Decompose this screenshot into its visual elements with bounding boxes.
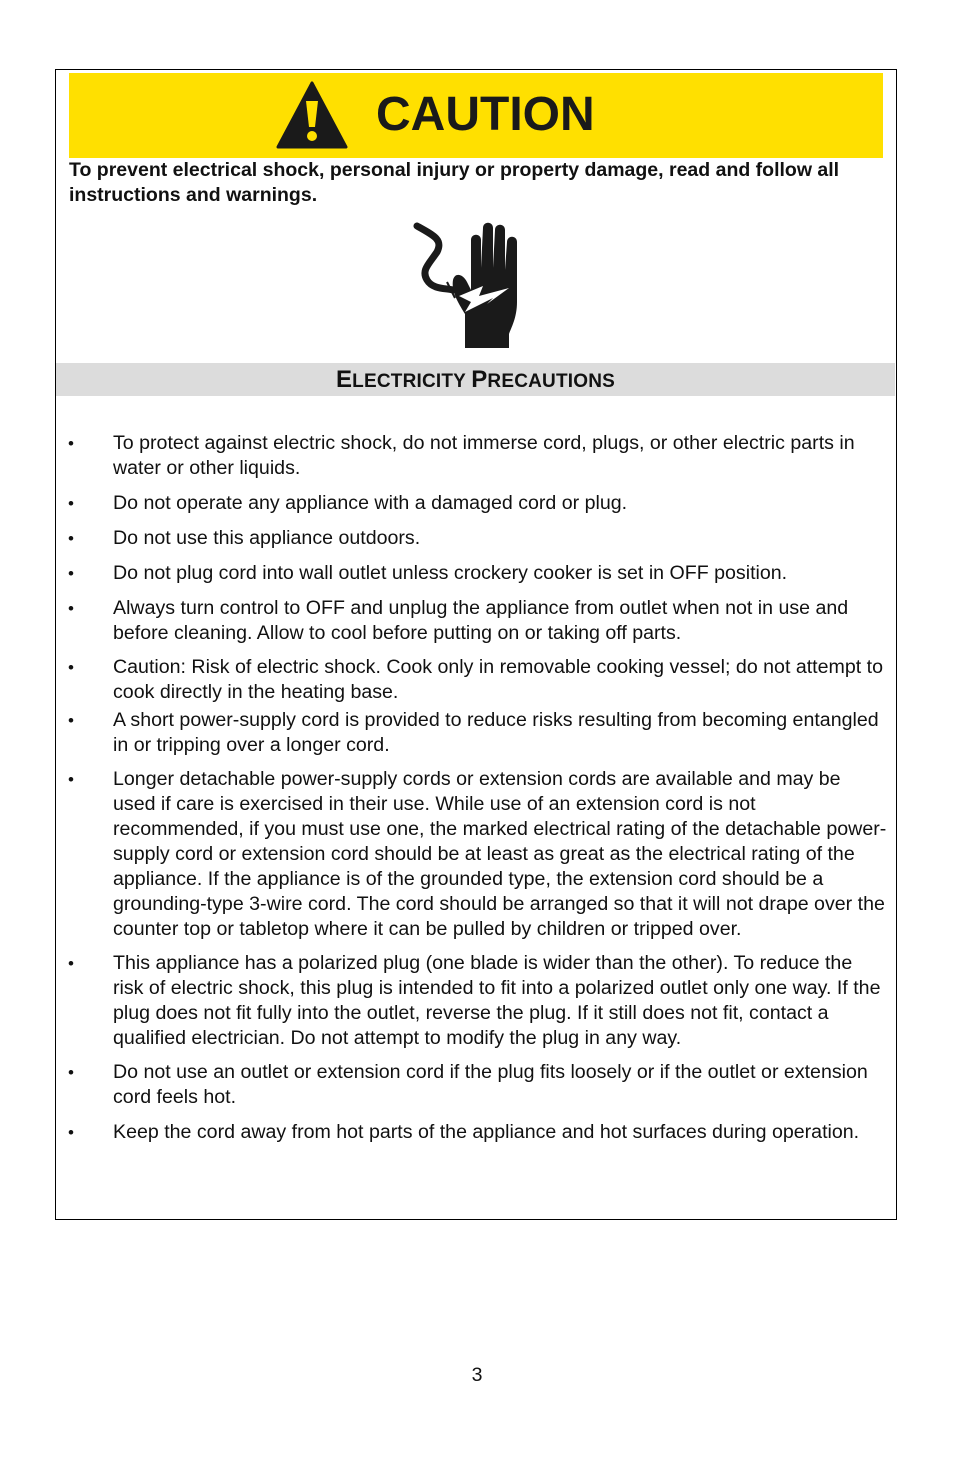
- list-item-text: To protect against electric shock, do not immerse cord, plugs, or other electric parts in water or other liquids.: [113, 432, 855, 479]
- list-item: [56, 767, 895, 942]
- list-item-text: A short power-supply cord is provided to reduce risks resulting from becoming entangled in or tripping over a longer cord.: [113, 709, 879, 756]
- precautions-list: [56, 431, 895, 1145]
- list-item-text: This appliance has a polarized plug (one blade is wider than the other). To reduce the risk of electric shock, this plug is intended to fit into a polarized outlet only one way. If the plug does not fit fully into the outlet, reverse the plug. If it still does not fit, contact a qualified electrician. Do not attempt to modify the plug in any way.: [113, 952, 881, 1049]
- section-heading: [56, 363, 895, 396]
- bullet-icon: •: [68, 494, 74, 513]
- page-number: 3: [471, 1364, 483, 1386]
- list-item: [56, 655, 895, 705]
- list-item: [56, 1060, 895, 1110]
- bullet-icon: •: [68, 564, 74, 583]
- list-item-text: Do not plug cord into wall outlet unless crockery cooker is set in OFF position.: [113, 562, 788, 584]
- list-item: [56, 951, 895, 1051]
- list-item: [56, 1120, 895, 1145]
- list-item: [56, 431, 895, 481]
- caution-intro: To prevent electrical shock, personal injury or property damage, read and follow all instructions and warnings.: [69, 159, 840, 206]
- bullet-icon: •: [68, 1123, 74, 1142]
- list-item-text: Do not use an outlet or extension cord if the plug fits loosely or if the outlet or extension cord feels hot.: [113, 1061, 868, 1108]
- list-item-text: Caution: Risk of electric shock. Cook only in removable cooking vessel; do not attempt to cook directly in the heating base.: [113, 656, 883, 703]
- caution-box: [55, 69, 897, 1220]
- list-item: [56, 596, 895, 646]
- bullet-icon: •: [68, 658, 74, 677]
- bullet-icon: •: [68, 1063, 74, 1082]
- section-heading-initial-2: P: [471, 366, 488, 393]
- section-heading-rest-1: LECTRICITY: [352, 371, 472, 392]
- bullet-icon: •: [68, 599, 74, 618]
- list-item-text: Always turn control to OFF and unplug the appliance from outlet when not in use and before cleaning. Allow to cool before putting on or taking off parts.: [113, 597, 849, 644]
- section-heading-initial-1: E: [335, 366, 353, 393]
- list-item: [56, 708, 895, 758]
- bullet-icon: •: [68, 529, 74, 548]
- caution-banner: [69, 73, 883, 158]
- bullet-icon: •: [68, 954, 74, 973]
- list-item-text: Do not operate any appliance with a damaged cord or plug.: [113, 492, 628, 514]
- section-heading-rest-2: RECAUTIONS: [487, 371, 616, 392]
- list-item: [56, 526, 895, 551]
- list-item: [56, 561, 895, 586]
- caution-title: CAUTION: [376, 88, 595, 141]
- bullet-icon: •: [68, 434, 74, 453]
- bullet-icon: •: [68, 711, 74, 730]
- warning-triangle-icon: [276, 81, 348, 149]
- list-item: [56, 491, 895, 516]
- list-item-text: Keep the cord away from hot parts of the appliance and hot surfaces during operation.: [113, 1121, 860, 1143]
- electric-shock-hand-icon: [413, 218, 527, 350]
- list-item-text: Do not use this appliance outdoors.: [113, 527, 421, 549]
- bullet-icon: •: [68, 770, 74, 789]
- list-item-text: Longer detachable power-supply cords or extension cords are available and may be used if care is exercised in their use. While use of an extension cord is not recommended, if you must use one, the marked electrical rating of the detachable power-supply cord or extension cord should be at least as great as the electrical rating of the appliance. If the appliance is of the grounded type, the extension cord should be a grounding-type 3-wire cord. The cord should be arranged so that it will not drape over the counter top or tabletop where it can be pulled by children or tripped over.: [113, 768, 887, 940]
